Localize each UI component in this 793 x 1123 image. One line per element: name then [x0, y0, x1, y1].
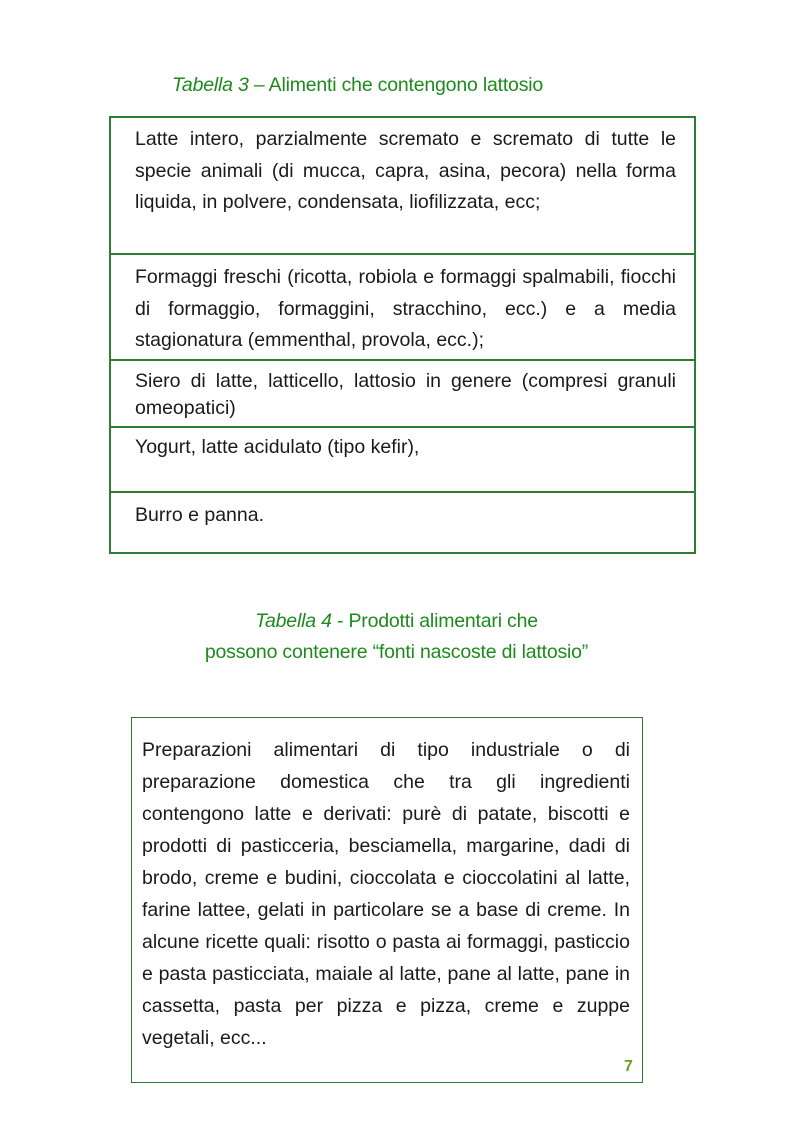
- table4-caption-title-1: Prodotti alimentari che: [348, 610, 538, 632]
- table-row-text: Burro e panna.: [135, 504, 265, 526]
- page-number: 7: [624, 1058, 633, 1075]
- table-row-text: Formaggi freschi (ricotta, robiola e formaggi spalmabili, fiocchi di formaggio, formaggini, stracchino, ecc.) e a media stagionatura (emmenthal, provola, ecc.);: [135, 266, 676, 351]
- table4-body-text: Preparazioni alimentari di tipo industriale o di preparazione domestica che tra gli ingredienti contengono latte e derivati: purè di patate, biscotti e prodotti di pasticceria, besciamella, margarine, dadi di brodo, creme e budini, cioccolata e cioccolatini al latte, farine lattee, gelati in particolare se a base di creme. In alcune ricette quali: risotto o pasta ai formaggi, pasticcio e pasta pasticciata, maiale al latte, pane al latte, pane in cassetta, pasta per pizza e pizza, creme e zuppe vegetali, ecc...: [142, 739, 630, 1049]
- table-row: [111, 255, 694, 361]
- table4-caption-line1: [0, 606, 793, 637]
- table-row: [111, 361, 694, 428]
- table4-caption: [0, 606, 793, 668]
- table4-caption-separator: -: [331, 610, 349, 632]
- table3-caption-label: Tabella 3: [172, 74, 249, 96]
- table4-caption-label: Tabella 4: [255, 610, 332, 632]
- table4-caption-title-2: possono contenere “fonti nascoste di lattosio”: [204, 641, 589, 663]
- table-row: [111, 493, 694, 552]
- table3: [109, 116, 696, 554]
- table-row: [111, 428, 694, 493]
- table-row-text: Yogurt, latte acidulato (tipo kefir),: [135, 436, 420, 458]
- table-row-text: Latte intero, parzialmente scremato e scremato di tutte le specie animali (di mucca, capra, asina, pecora) nella forma liquida, in polvere, condensata, liofilizzata, ecc;: [135, 128, 676, 213]
- table3-caption-separator: –: [248, 74, 269, 96]
- table3-caption: [172, 74, 543, 97]
- table-row: [111, 118, 694, 255]
- table3-caption-title: Alimenti che contengono lattosio: [268, 74, 544, 96]
- table-row-text: Siero di latte, latticello, lattosio in genere (compresi granuli omeopatici): [135, 370, 676, 419]
- table4-box: [131, 717, 643, 1083]
